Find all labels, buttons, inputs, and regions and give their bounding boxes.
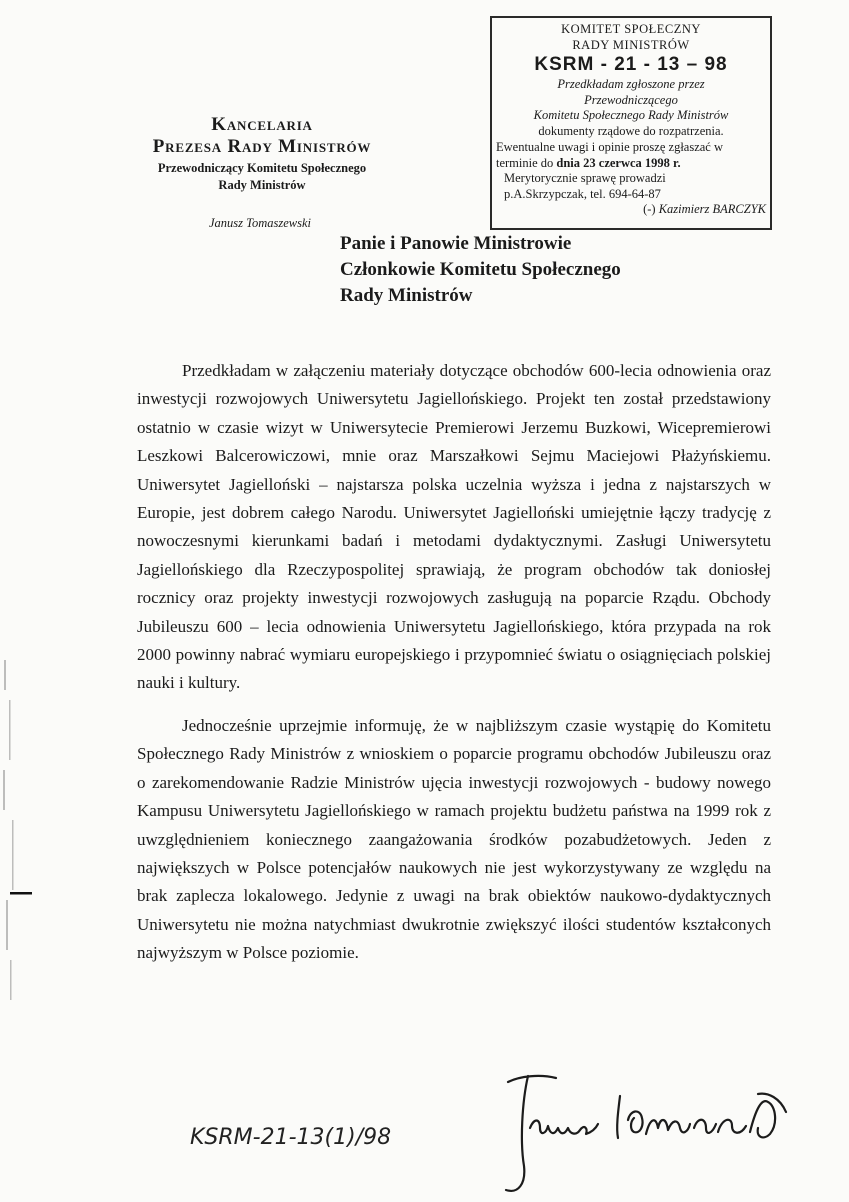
stamp-signatory-name: Kazimierz BARCZYK: [658, 202, 766, 216]
stamp-deadline-prefix: terminie do: [496, 156, 554, 170]
stamp-text-line: Komitetu Społecznego Rady Ministrów: [533, 108, 729, 122]
salutation-line: Panie i Panowie Ministrowie: [340, 233, 572, 254]
stamp-text-line: Merytorycznie sprawę prowadzi: [504, 171, 666, 185]
body-paragraph: Przedkładam w załączeniu materiały dotyczące obchodów 600-lecia odnowienia oraz inwestycji rozwojowych Uniwersytetu Jagiellońskiego. Projekt ten został przedstawiony ostatnio w czasie wizyt w Uniwersytecie Premierowi Jerzemu Buzkowi, Wicepremierowi Leszkowi Balcerowiczowi, mnie oraz Marszałkowi Sejmu Maciejowi Płażyńskiemu. Uniwersytet Jagielloński – najstarsza polska uczelnia wyższa i jedna z najstarszych w Europie, jest dobrem całego Narodu. Uniwersytet Jagielloński umiejętnie łączy tradycję z nowoczesnymi kierunkami badań i metodami dydaktycznymi. Zasługi Uniwersytetu Jagiellońskiego dla Rzeczypospolitej sprawiają, że program obchodów tak doniosłej rocznicy oraz projekty inwestycji rozwojowych zasługują na poparcie Rządu. Obchody Jubileuszu 600 – lecia odnowienia Uniwersytetu Jagiellońskiego, która przypada na rok 2000 powinny nabrać wymiaru europejskiego i przypomnieć światu o osiągnięciach polskiej nauki i kultury.: [137, 361, 771, 693]
handwritten-reference-text: KSRM-21-13(1)/98: [190, 1125, 392, 1150]
letterhead-author: Janusz Tomaszewski: [209, 216, 311, 230]
stamp-deadline-date: dnia 23 czerwca 1998 r.: [556, 156, 681, 170]
salutation: [340, 231, 621, 309]
letterhead-position-cont: Rady Ministrów: [218, 178, 306, 192]
stamp-registration-code: KSRM - 21 - 13 – 98: [534, 54, 728, 75]
letterhead: [128, 114, 396, 231]
letterhead-chancellery: Kancelaria: [211, 114, 313, 135]
stamp-text-line: Przedkładam zgłoszone przez: [557, 77, 705, 91]
stamp-council-name: RADY MINISTRÓW: [572, 37, 690, 52]
salutation-line: Rady Ministrów: [340, 285, 473, 306]
letterhead-office: Prezesa Rady Ministrów: [152, 136, 372, 157]
letter-body: [137, 357, 771, 968]
letterhead-position: Przewodniczący Komitetu Społecznego: [157, 161, 367, 175]
stamp-committee-name: KOMITET SPOŁECZNY: [561, 22, 701, 36]
signature-image: [500, 1062, 800, 1202]
stamp-signatory: [496, 202, 766, 218]
stamp-signatory-prefix: (-): [643, 202, 656, 216]
salutation-line: Członkowie Komitetu Społecznego: [340, 259, 621, 280]
stamp-text-line: Ewentualne uwagi i opinie proszę zgłaszać w: [496, 140, 723, 154]
handwritten-reference: [188, 1110, 393, 1158]
body-paragraph: Jednocześnie uprzejmie informuję, że w najbliższym czasie wystąpię do Komitetu Społecznego Rady Ministrów z wnioskiem o poparcie programu obchodów Jubileuszu oraz o zarekomendowanie Radzie Ministrów ujęcia inwestycji rozwojowych - budowy nowego Kampusu Uniwersytetu Jagiellońskiego w ramach projektu budżetu państwa na 1999 rok z uwzględnieniem koniecznego zaangażowania środków pozabudżetowych. Jeden z największych w Polsce potencjałów naukowych nie jest wykorzystywany ze względu na brak zaplecza lokalowego. Jedynie z uwagi na brak obiektów naukowo-dydaktycznych Uniwersytetu nie można natychmiast dwukrotnie zwiększyć ilości studentów kształconych najwyższym w Polsce poziomie.: [137, 715, 771, 963]
registration-stamp: [490, 16, 772, 230]
stamp-text-line: dokumenty rządowe do rozpatrzenia.: [538, 123, 724, 138]
scan-edge-artifact: [0, 640, 36, 1060]
stamp-deadline-line: [496, 155, 766, 171]
stamp-text-line: Przewodniczącego: [584, 92, 678, 107]
stamp-contact-line: p.A.Skrzypczak, tel. 694-64-87: [504, 186, 661, 201]
